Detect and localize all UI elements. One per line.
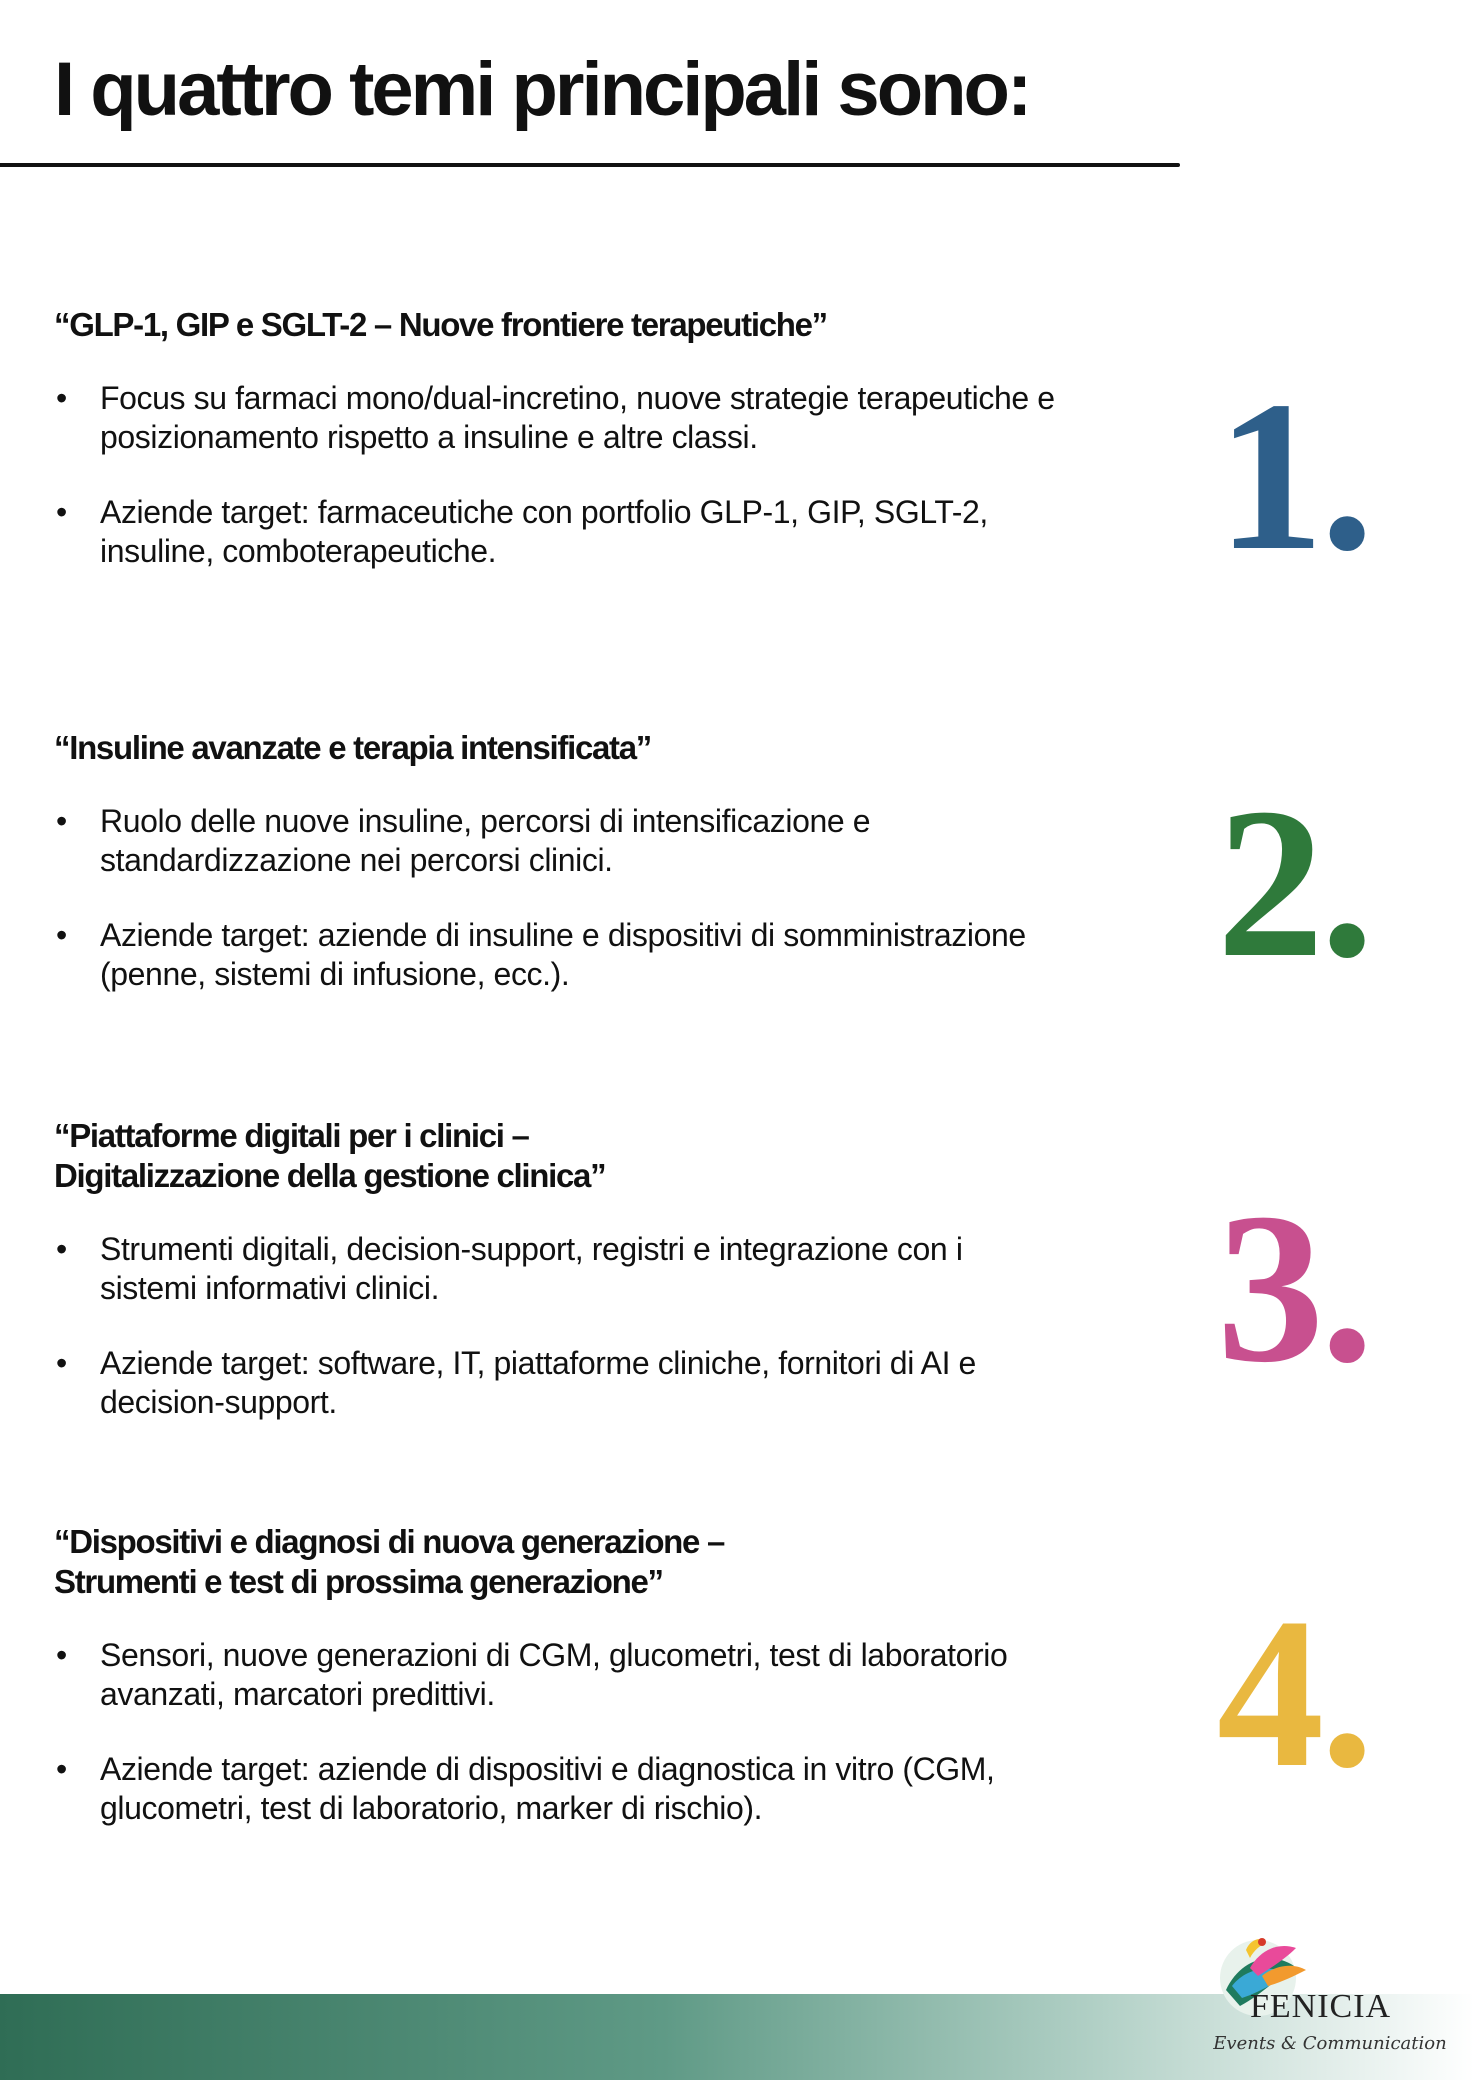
list-item — [54, 1636, 1064, 1714]
page-title: I quattro temi principali sono: — [54, 47, 1030, 132]
bullet-icon: • — [56, 494, 67, 530]
bullet-list — [54, 802, 1064, 994]
bullet-text: Aziende target: software, IT, piattaforme cliniche, fornitori di AI e decision-support. — [100, 1345, 976, 1420]
bullet-icon: • — [56, 380, 67, 416]
title-divider — [0, 163, 1180, 167]
theme-heading: “Dispositivi e diagnosi di nuova generazione – Strumenti e test di prossima generazione” — [54, 1523, 725, 1600]
bullet-text: Ruolo delle nuove insuline, percorsi di intensificazione e standardizzazione nei percorsi clinici. — [100, 803, 871, 878]
bullet-icon: • — [56, 803, 67, 839]
list-item — [54, 1344, 1064, 1422]
list-item — [54, 916, 1064, 994]
bullet-text: Focus su farmaci mono/dual-incretino, nuove strategie terapeutiche e posizionamento rispetto a insuline e altre classi. — [100, 380, 1055, 455]
theme-heading: “Insuline avanzate e terapia intensificata” — [54, 729, 651, 766]
fenicia-logo — [1210, 1920, 1450, 2070]
theme-heading: “GLP-1, GIP e SGLT-2 – Nuove frontiere terapeutiche” — [54, 306, 827, 343]
list-item — [54, 802, 1064, 880]
bullet-text: Aziende target: farmaceutiche con portfolio GLP-1, GIP, SGLT-2, insuline, comboterapeutiche. — [100, 494, 988, 569]
bullet-text: Aziende target: aziende di dispositivi e diagnostica in vitro (CGM, glucometri, test di laboratorio, marker di rischio). — [100, 1751, 995, 1826]
list-item — [54, 379, 1064, 457]
list-item — [54, 493, 1064, 571]
bullet-text: Strumenti digitali, decision-support, registri e integrazione con i sistemi informativi clinici. — [100, 1231, 963, 1306]
theme-section-2 — [54, 728, 1064, 1030]
theme-number-2: 2. — [1216, 763, 1370, 1002]
bullet-list — [54, 379, 1064, 571]
theme-number-1: 1. — [1216, 356, 1370, 595]
list-item — [54, 1230, 1064, 1308]
bullet-icon: • — [56, 1231, 67, 1267]
bullet-list — [54, 1230, 1064, 1422]
bullet-text: Aziende target: aziende di insuline e dispositivi di somministrazione (penne, sistemi di infusione, ecc.). — [100, 917, 1026, 992]
bullet-list — [54, 1636, 1064, 1828]
bullet-icon: • — [56, 1345, 67, 1381]
bullet-icon: • — [56, 1637, 67, 1673]
bullet-icon: • — [56, 1751, 67, 1787]
theme-section-1 — [54, 305, 1064, 607]
theme-section-3 — [54, 1116, 1064, 1458]
logo-wordmark: FENICIA — [1250, 1988, 1392, 2025]
logo-tagline: Events & Communication — [1213, 2033, 1447, 2054]
theme-number-4: 4. — [1216, 1573, 1370, 1812]
theme-section-4 — [54, 1522, 1064, 1864]
theme-heading: “Piattaforme digitali per i clinici – Digitalizzazione della gestione clinica” — [54, 1117, 606, 1194]
list-item — [54, 1750, 1064, 1828]
bullet-icon: • — [56, 917, 67, 953]
theme-number-3: 3. — [1216, 1168, 1370, 1407]
bullet-text: Sensori, nuove generazioni di CGM, glucometri, test di laboratorio avanzati, marcatori predittivi. — [100, 1637, 1008, 1712]
